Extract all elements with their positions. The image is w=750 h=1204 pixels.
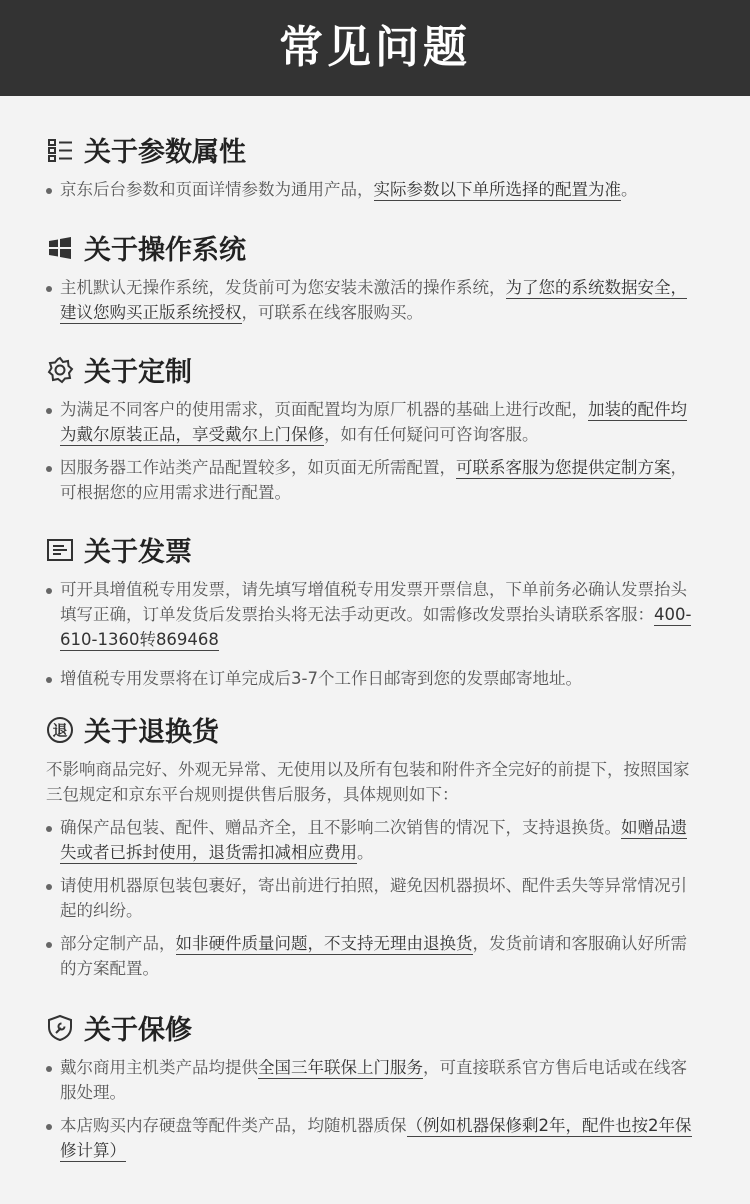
invoice-icon [46,536,74,564]
section-warranty [0,1008,750,1163]
section-title: 关于参数属性 [0,130,750,169]
section-title: 关于保修 [0,1008,750,1047]
list-item: 增值税专用发票将在订单完成后3-7个工作日邮寄到您的发票邮寄地址。 [0,666,750,691]
svg-text:退: 退 [52,721,68,739]
section-returns [0,710,750,981]
list-item: 本店购买内存硬盘等配件类产品，均随机器质保（例如机器保修剩2年，配件也按2年保修计算） [0,1113,750,1163]
section-params [0,130,750,202]
list-item: 为满足不同客户的使用需求，页面配置均为原厂机器的基础上进行改配，加装的配件均为戴尔原装正品，享受戴尔上门保修，如有任何疑问可咨询客服。 [0,397,750,447]
return-icon [46,716,74,744]
gear-icon [46,356,74,384]
list-item: 京东后台参数和页面详情参数为通用产品，实际参数以下单所选择的配置为准。 [0,177,750,202]
list-item: 部分定制产品，如非硬件质量问题，不支持无理由退换货，发货前请和客服确认好所需的方案配置。 [0,931,750,981]
section-invoice [0,530,750,691]
section-title: 关于定制 [0,350,750,389]
list-item: 因服务器工作站类产品配置较多，如页面无所需配置，可联系客服为您提供定制方案，可根据您的应用需求进行配置。 [0,455,750,505]
section-title: 关于发票 [0,530,750,569]
page-title: 常见问题 [279,22,471,73]
list-item: 请使用机器原包装包裹好，寄出前进行拍照，避免因机器损坏、配件丢失等异常情况引起的纠纷。 [0,873,750,923]
windows-icon [46,234,74,262]
shield-wrench-icon [46,1014,74,1042]
section-title: 退 关于退换货 [0,710,750,749]
list-item: 戴尔商用主机类产品均提供全国三年联保上门服务，可直接联系官方售后电话或在线客服处理。 [0,1055,750,1105]
list-item: 可开具增值税专用发票，请先填写增值税专用发票开票信息，下单前务必确认发票抬头填写正确，订单发货后发票抬头将无法手动更改。如需修改发票抬头请联系客服：400-610-1360转869468 [0,577,750,652]
section-intro: 不影响商品完好、外观无异常、无使用以及所有包装和附件齐全完好的前提下，按照国家三包规定和京东平台规则提供售后服务，具体规则如下： [46,760,690,804]
checklist-icon [46,136,74,164]
section-os [0,228,750,325]
page-header [0,0,750,96]
section-title: 关于操作系统 [0,228,750,267]
list-item: 主机默认无操作系统，发货前可为您安装未激活的操作系统，为了您的系统数据安全，建议您购买正版系统授权，可联系在线客服购买。 [0,275,750,325]
section-custom [0,350,750,505]
list-item: 确保产品包装、配件、赠品齐全，且不影响二次销售的情况下，支持退换货。如赠品遗失或者已拆封使用，退货需扣减相应费用。 [0,815,750,865]
